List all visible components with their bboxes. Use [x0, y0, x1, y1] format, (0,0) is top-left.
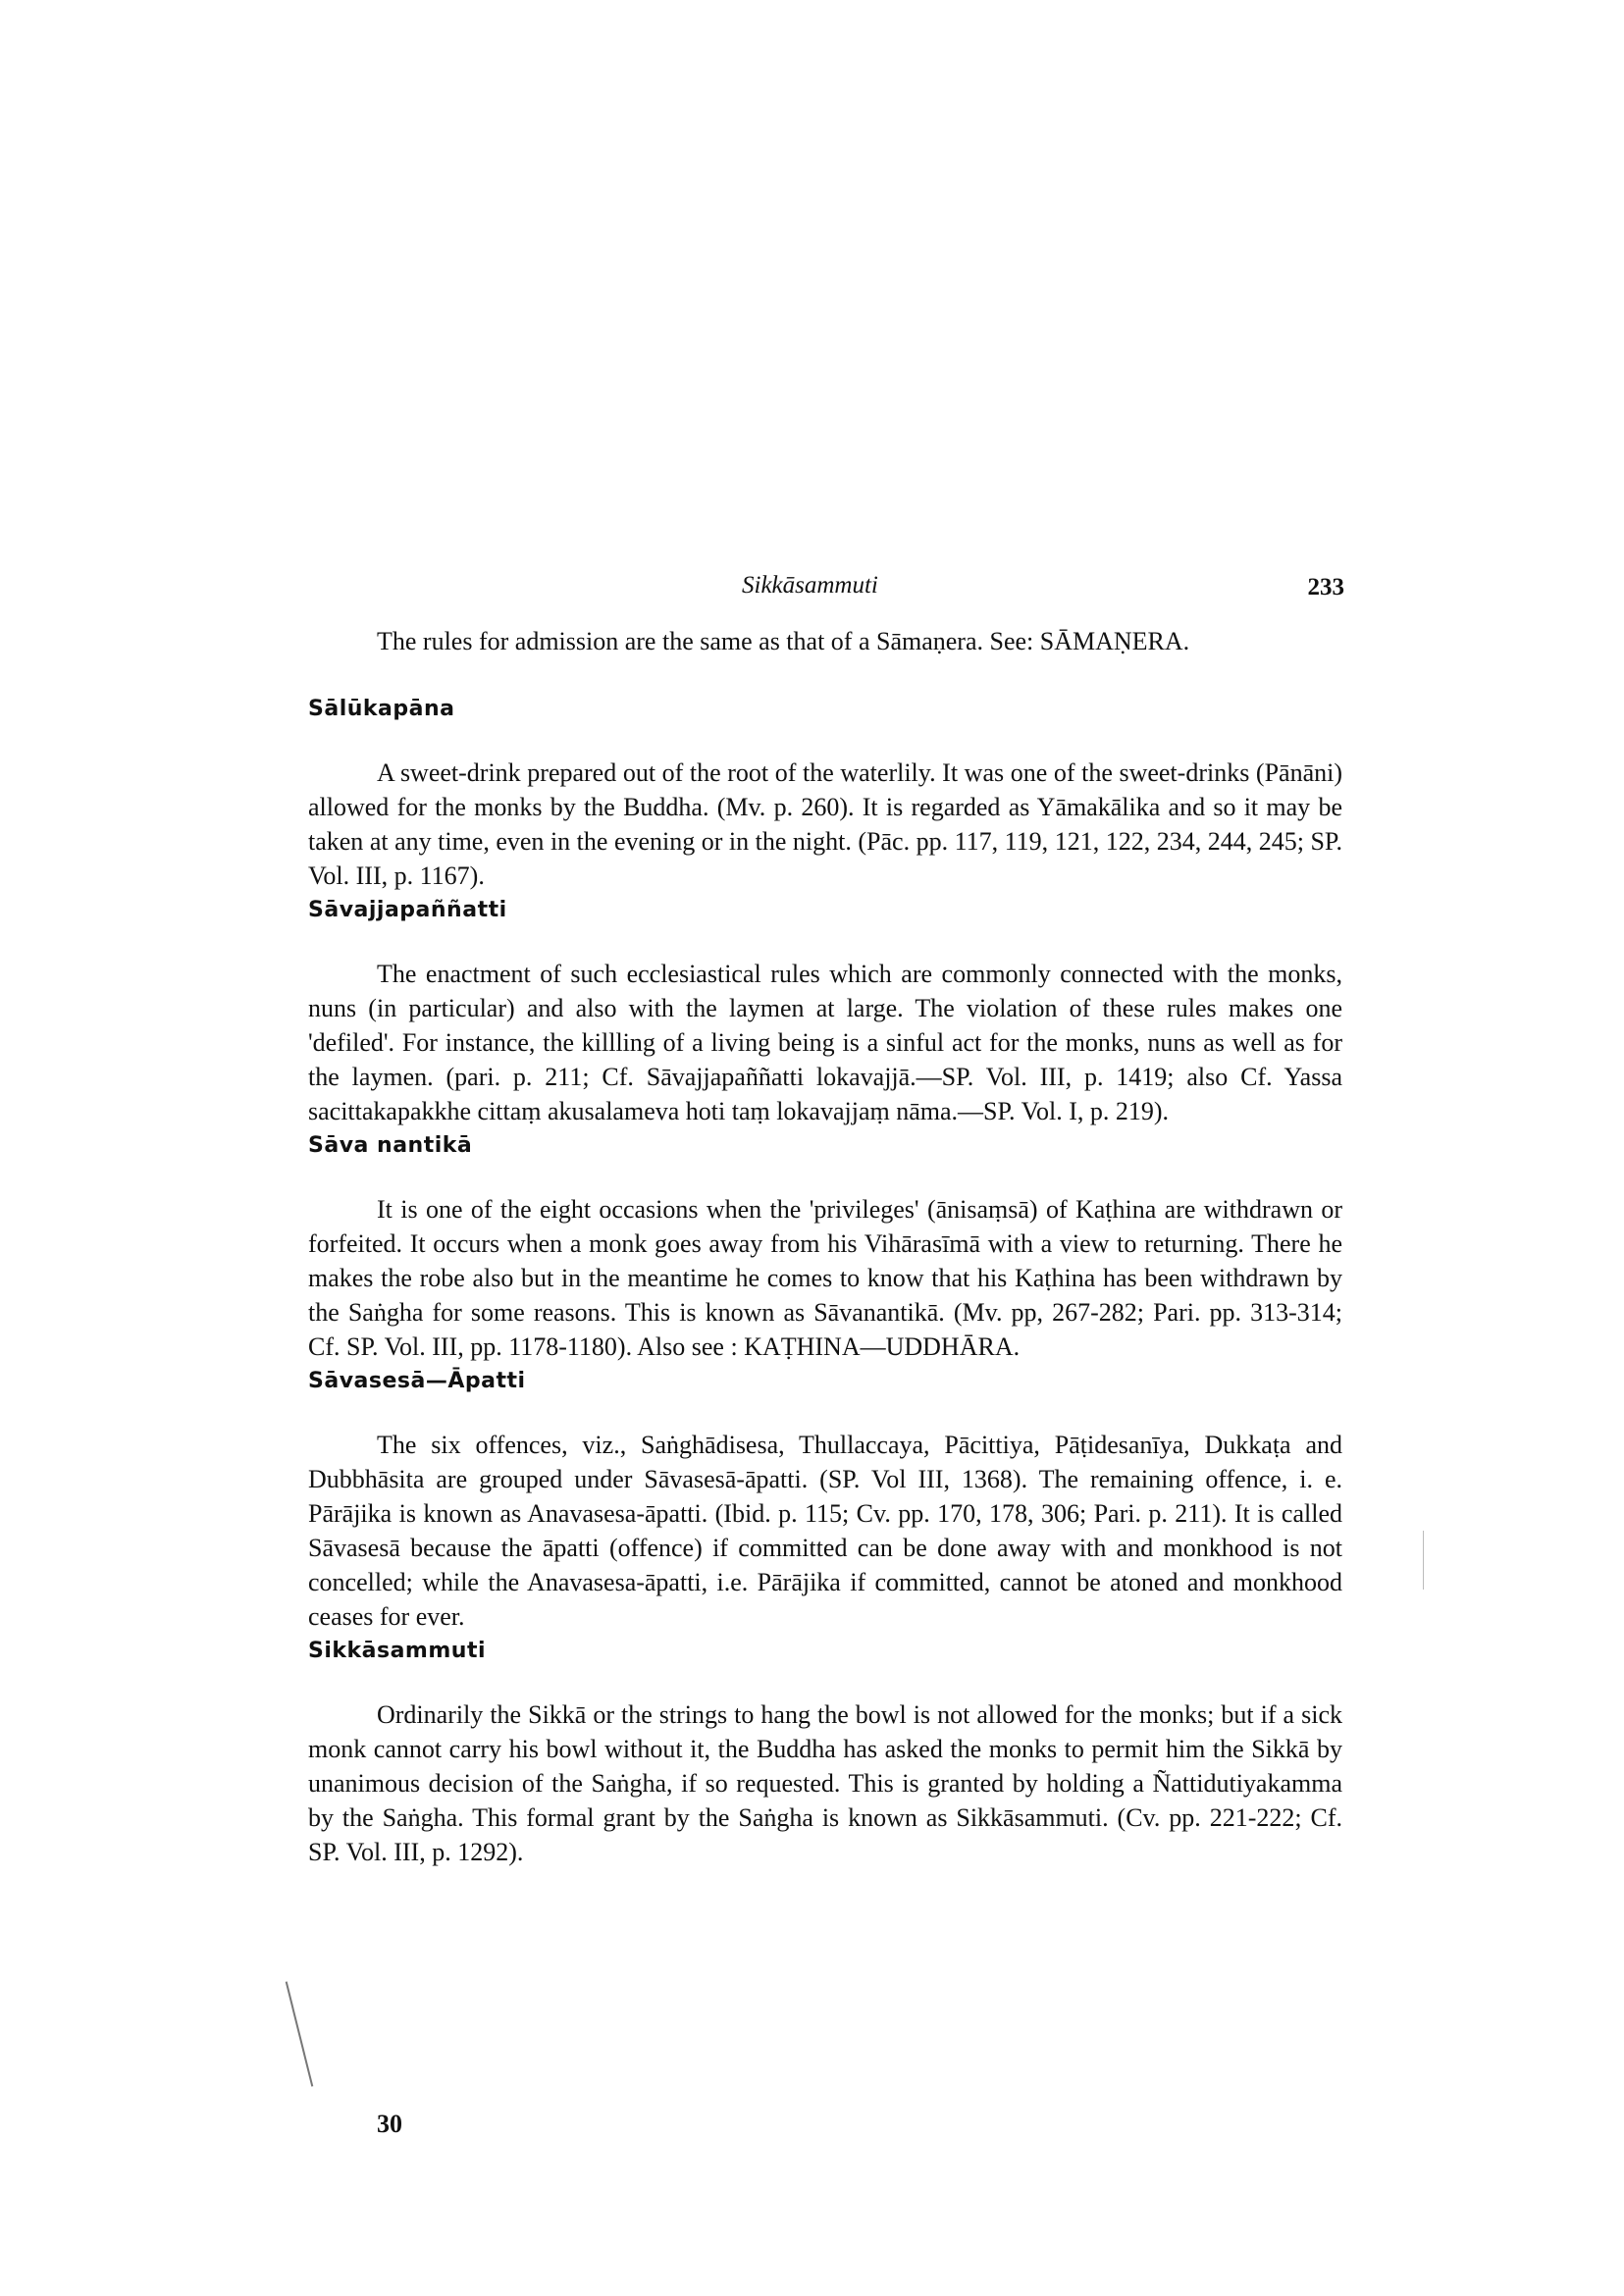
- folio-signature: 30: [377, 2110, 402, 2138]
- entry-savajjapannatti: [308, 893, 1342, 1128]
- running-head: [304, 572, 1344, 611]
- entry-headword: Sāvasesā—Āpatti: [308, 1369, 526, 1393]
- entry-headword: Sālūkapāna: [308, 697, 455, 721]
- entry-headword: Sikkāsammuti: [308, 1639, 487, 1663]
- entry-text: Ordinarily the Sikkā or the strings to hang the bowl is not allowed for the monks; but if a sick monk cannot carry his bowl without it, the Buddha has asked the monks to permit him the Sikkā by unanimous decision of the Saṅgha, if so requested. This is granted by holding a Ñattidutiyakamma by the Saṅgha. This formal grant by the Saṅgha is known as Sikkāsammuti. (Cv. pp. 221-222; Cf. SP. Vol. III, p. 1292).: [308, 1700, 1342, 1866]
- page-number: 233: [1307, 574, 1344, 600]
- margin-pencil-mark: [286, 1981, 314, 2086]
- entry-savasesa-apatti: [308, 1364, 1342, 1634]
- entry-headword: Sāvajjapaññatti: [308, 898, 507, 922]
- intro-paragraph: The rules for admission are the same as that of a Sāmaṇera. See: SĀMAṆERA.: [377, 627, 1190, 655]
- entry-savanantika: [308, 1128, 1342, 1364]
- entry-text: A sweet-drink prepared out of the root of the waterlily. It was one of the sweet-drinks (Pānāni) allowed for the monks by the Buddha. (Mv. p. 260). It is regarded as Yāmakālika and so it may be taken at any time, even in the evening or in the night. (Pāc. pp. 117, 119, 121, 122, 234, 244, 245; SP. Vol. III, p. 1167).: [308, 758, 1342, 890]
- scan-artifact-line: [1423, 1531, 1424, 1590]
- entry-text: The enactment of such ecclesiastical rules which are commonly connected with the monks, nuns (in particular) and also with the laymen at large. The violation of these rules makes one 'defiled'. For instance, the killling of a living being is a sinful act for the monks, nuns as well as for the laymen. (pari. p. 211; Cf. Sāvajjapaññatti lokavajjā.—SP. Vol. III, p. 1419; also Cf. Yassa sacittakapakkhe cittaṃ akusalameva hoti taṃ lokavajjaṃ nāma.—SP. Vol. I, p. 219).: [308, 960, 1342, 1125]
- running-title: Sikkāsammuti: [742, 572, 878, 599]
- entry-sikkasammuti: [308, 1634, 1342, 1869]
- entry-headword: Sāva nantikā: [308, 1133, 473, 1158]
- entry-salukapana: [308, 692, 1342, 893]
- entry-text: It is one of the eight occasions when the 'privileges' (ānisaṃsā) of Kaṭhina are withdrawn or forfeited. It occurs when a monk goes away from his Vihārasīmā with a view to returning. There he makes the robe also but in the meantime he comes to know that his Kaṭhina has been withdrawn by the Saṅgha for some reasons. This is known as Sāvanantikā. (Mv. pp, 267-282; Pari. pp. 313-314; Cf. SP. Vol. III, pp. 1178-1180). Also see : KAṬHINA—UDDHĀRA.: [308, 1195, 1342, 1361]
- entry-text: The six offences, viz., Saṅghādisesa, Thullaccaya, Pācittiya, Pāṭidesanīya, Dukkaṭa and Dubbhāsita are grouped under Sāvasesā-āpatti. (SP. Vol III, 1368). The remaining offence, i. e. Pārājika is known as Anavasesa-āpatti. (Ibid. p. 115; Cv. pp. 170, 178, 306; Pari. p. 211). It is called Sāvasesā because the āpatti (offence) if committed can be done away with and monkhood is not concelled; while the Anavasesa-āpatti, i.e. Pārājika if committed, cannot be atoned and monkhood ceases for ever.: [308, 1431, 1342, 1631]
- page-content: [308, 624, 1342, 1869]
